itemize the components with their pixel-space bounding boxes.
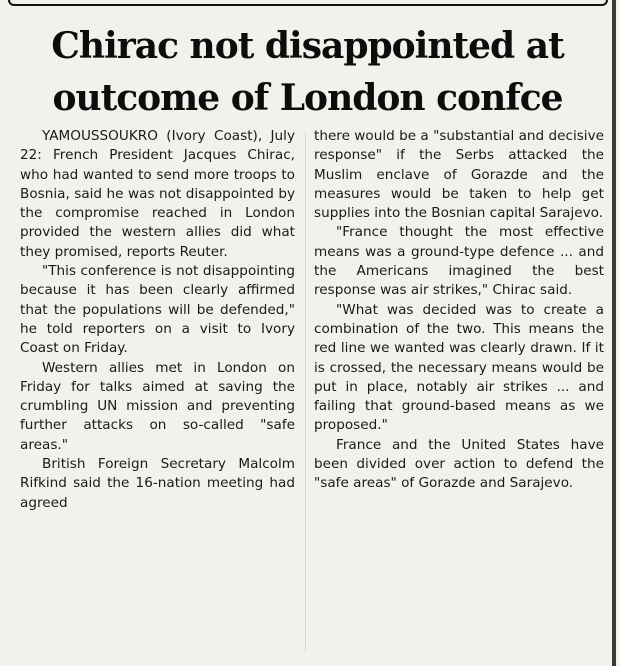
column-gutter bbox=[305, 132, 306, 652]
article-paragraph: "This conference is not disappointing because it has been clearly affirmed that the populations will be defended," he told reporters on a visit to Ivory Coast on Friday. bbox=[20, 263, 295, 357]
article-column-left bbox=[20, 127, 295, 513]
article-paragraph: YAMOUSSOUKRO (Ivory Coast), July 22: French President Jacques Chirac, who had wanted to send more troops to Bosnia, said he was not disappointed by the compromise reached in London provided the western allies did what they promised, reports Reuter. bbox=[20, 128, 295, 260]
article-paragraph: Western allies met in London on Friday for talks aimed at saving the crumbling UN mission and preventing further attacks on so-called "safe areas." bbox=[20, 359, 295, 453]
article-paragraph: British Foreign Secretary Malcolm Rifkind said the 16-nation meeting had agreed bbox=[20, 456, 295, 511]
clipping-border-top bbox=[8, 0, 608, 6]
article-column-right bbox=[314, 127, 604, 494]
article-headline: Chirac not disappointed at outcome of London confce bbox=[51, 25, 564, 119]
article-paragraph: there would be a "substantial and decisive response" if the Serbs attacked the Muslim enclave of Gorazde and the measures would be taken to help get supplies into the Bosnian capital Sarajevo. bbox=[314, 128, 604, 222]
article-paragraph: France and the United States have been divided over action to defend the "safe areas" of Gorazde and Sarajevo. bbox=[314, 436, 604, 492]
article-paragraph: "What was decided was to create a combination of the two. This means the red line we wanted was clearly drawn. If it is crossed, the necessary means would be put in place, notably air strikes ... and failing that ground-based means as we proposed." bbox=[314, 301, 604, 434]
article-paragraph: "France thought the most effective means was a ground-type defence ... and the Americans imagined the best response was air strikes," Chirac said. bbox=[314, 224, 604, 299]
clipping-border-right bbox=[612, 0, 616, 666]
